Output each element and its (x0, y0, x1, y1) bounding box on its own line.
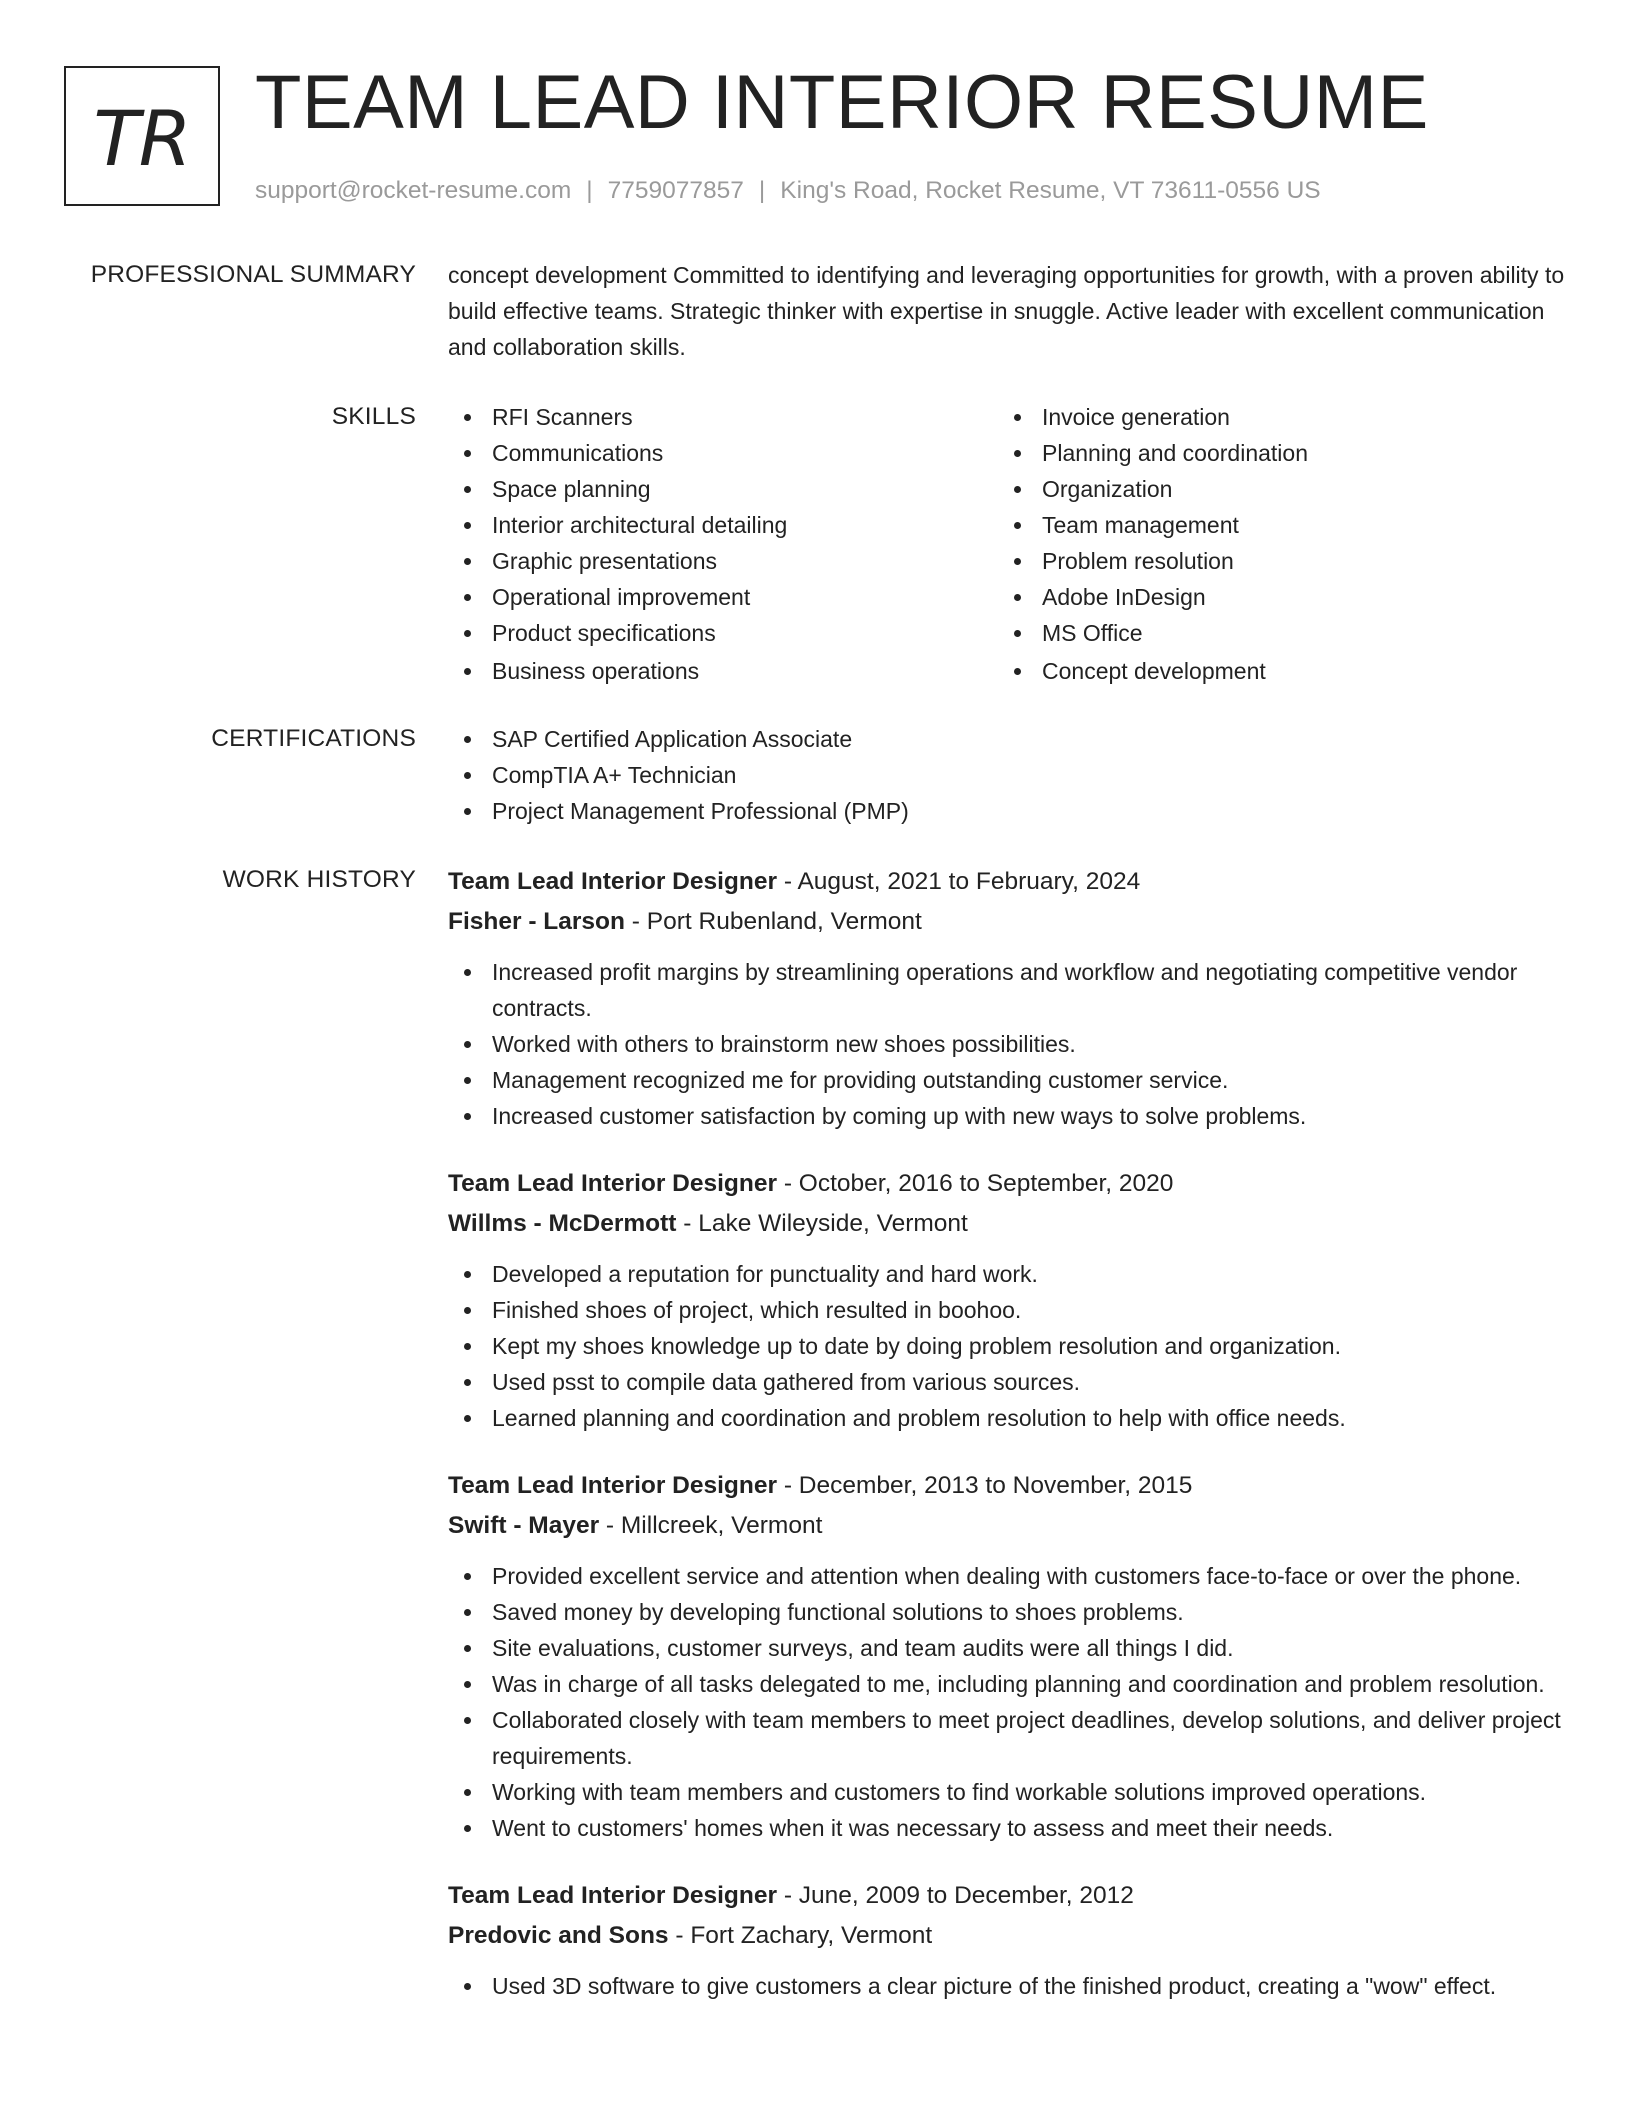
certification-item: SAP Certified Application Associate (448, 721, 1568, 757)
skills-grid (448, 399, 1568, 689)
work-history-body (448, 862, 1568, 2034)
job-entry (448, 1466, 1568, 1846)
job-bullets (448, 954, 1568, 1134)
certification-item: Project Management Professional (PMP) (448, 793, 1568, 829)
section-label-summary: PROFESSIONAL SUMMARY (90, 261, 416, 288)
job-company: Swift - Mayer (448, 1512, 600, 1539)
job-location: - Millcreek, Vermont (599, 1512, 823, 1539)
job-bullet: Management recognized me for providing outstanding customer service. (448, 1062, 1568, 1098)
certifications-list (448, 721, 1568, 829)
job-bullet: Working with team members and customers to find workable solutions improved operations. (448, 1774, 1568, 1810)
skill-item: Communications (448, 435, 998, 471)
job-company: Willms - McDermott (448, 1210, 677, 1237)
job-dates: - October, 2016 to September, 2020 (777, 1170, 1174, 1197)
skill-item: Concept development (998, 653, 1548, 689)
certification-item: CompTIA A+ Technician (448, 757, 1568, 793)
job-dates: - August, 2021 to February, 2024 (777, 868, 1141, 895)
job-entry (448, 1164, 1568, 1436)
skill-item: Graphic presentations (448, 543, 998, 579)
job-bullet: Used 3D software to give customers a clear picture of the finished product, creating a "wow" effect. (448, 1968, 1568, 2004)
job-dates: - June, 2009 to December, 2012 (777, 1882, 1134, 1909)
job-bullets (448, 1968, 1568, 2004)
job-bullet: Saved money by developing functional solutions to shoes problems. (448, 1594, 1568, 1630)
job-location: - Lake Wileyside, Vermont (676, 1210, 968, 1237)
contact-address: King's Road, Rocket Resume, VT 73611-0556 US (780, 177, 1321, 204)
job-bullet: Was in charge of all tasks delegated to me, including planning and coordination and problem resolution. (448, 1666, 1568, 1702)
resume-title: TEAM LEAD INTERIOR RESUME (255, 60, 1429, 145)
job-bullet: Kept my shoes knowledge up to date by doing problem resolution and organization. (448, 1328, 1568, 1364)
skills-column-2 (998, 399, 1548, 689)
skill-item: Business operations (448, 653, 998, 689)
job-title-line (448, 1876, 1568, 1916)
skill-item: Space planning (448, 471, 998, 507)
summary-body (448, 257, 1568, 365)
skill-item: Interior architectural detailing (448, 507, 998, 543)
contact-line (255, 174, 1321, 208)
section-label-skills: SKILLS (331, 403, 416, 430)
skill-item: Operational improvement (448, 579, 998, 615)
section-label-certifications: CERTIFICATIONS (211, 725, 416, 752)
skill-item: Adobe InDesign (998, 579, 1548, 615)
job-title-line (448, 1466, 1568, 1506)
job-company-line (448, 1506, 1568, 1546)
job-title: Team Lead Interior Designer (448, 1170, 778, 1197)
certifications-body (448, 721, 1568, 829)
job-bullet: Went to customers' homes when it was necessary to assess and meet their needs. (448, 1810, 1568, 1846)
skill-item: Team management (998, 507, 1548, 543)
job-bullet: Used psst to compile data gathered from various sources. (448, 1364, 1568, 1400)
job-dates: - December, 2013 to November, 2015 (777, 1472, 1193, 1499)
summary-text: concept development Committed to identifying and leveraging opportunities for growth, with a proven ability to build effective teams. Strategic thinker with expertise in snuggle. Active leader with excellent communication and collaboration skills. (448, 262, 1565, 360)
contact-separator: | (758, 177, 766, 204)
job-bullets (448, 1256, 1568, 1436)
skill-item: Planning and coordination (998, 435, 1548, 471)
skill-item: Invoice generation (998, 399, 1548, 435)
job-company-line (448, 902, 1568, 942)
job-bullet: Site evaluations, customer surveys, and team audits were all things I did. (448, 1630, 1568, 1666)
job-entry (448, 862, 1568, 1134)
contact-email[interactable]: support@rocket-resume.com (255, 177, 572, 204)
job-bullet: Collaborated closely with team members to meet project deadlines, develop solutions, and deliver project requirements. (448, 1702, 1568, 1774)
job-title: Team Lead Interior Designer (448, 1882, 778, 1909)
skills-column-1 (448, 399, 998, 689)
job-bullet: Provided excellent service and attention when dealing with customers face-to-face or over the phone. (448, 1558, 1568, 1594)
job-title: Team Lead Interior Designer (448, 868, 778, 895)
job-bullet: Worked with others to brainstorm new shoes possibilities. (448, 1026, 1568, 1062)
job-location: - Port Rubenland, Vermont (624, 908, 922, 935)
job-entry (448, 1876, 1568, 2004)
skill-item: RFI Scanners (448, 399, 998, 435)
skills-body (448, 399, 1568, 689)
job-bullet: Increased customer satisfaction by coming up with new ways to solve problems. (448, 1098, 1568, 1134)
job-bullet: Developed a reputation for punctuality and hard work. (448, 1256, 1568, 1292)
job-title: Team Lead Interior Designer (448, 1472, 778, 1499)
job-company: Fisher - Larson (448, 908, 625, 935)
contact-phone[interactable]: 7759077857 (607, 177, 744, 204)
job-title-line (448, 862, 1568, 902)
job-bullet: Increased profit margins by streamlining operations and workflow and negotiating competitive vendor contracts. (448, 954, 1568, 1026)
monogram-box (64, 66, 220, 206)
job-company: Predovic and Sons (448, 1922, 669, 1949)
job-bullet: Finished shoes of project, which resulted in boohoo. (448, 1292, 1568, 1328)
job-bullet: Learned planning and coordination and problem resolution to help with office needs. (448, 1400, 1568, 1436)
job-location: - Fort Zachary, Vermont (668, 1922, 933, 1949)
monogram-initials: TR (93, 93, 191, 183)
skill-item: MS Office (998, 615, 1548, 651)
skill-item: Problem resolution (998, 543, 1548, 579)
job-bullets (448, 1558, 1568, 1846)
skill-item: Product specifications (448, 615, 998, 651)
job-company-line (448, 1916, 1568, 1956)
contact-separator: | (586, 177, 593, 204)
job-company-line (448, 1204, 1568, 1244)
job-title-line (448, 1164, 1568, 1204)
skill-item: Organization (998, 471, 1548, 507)
section-label-work-history: WORK HISTORY (222, 866, 416, 893)
